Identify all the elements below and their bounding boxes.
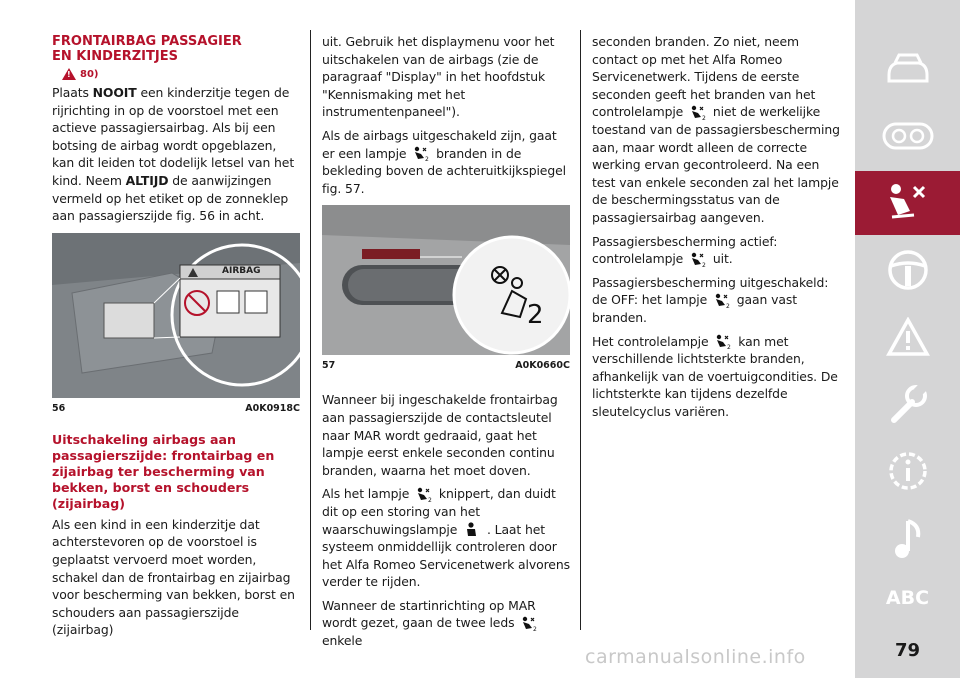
svg-text:2: 2: [533, 625, 537, 632]
nav-index[interactable]: [855, 566, 960, 630]
airbag-seat-icon: [884, 181, 932, 225]
figure-code: A0K0918C: [245, 402, 300, 414]
warning-triangle-icon: [886, 317, 930, 357]
music-note-icon: [888, 515, 928, 561]
passenger-airbag-lamp-icon: [713, 293, 731, 309]
paragraph-mar: Wanneer bij ingeschakelde frontairbag aan passagierszijde de contactsleutel naar MAR wordt gedraaid, gaat het lampje eerst enkele seconden continu branden, waarna het moet doven.: [322, 392, 558, 478]
nav-maintenance[interactable]: [855, 372, 960, 436]
passenger-airbag-lamp-icon: [415, 487, 433, 503]
nav-dashboard[interactable]: [855, 104, 960, 168]
warning-triangle-icon: !: [62, 68, 76, 80]
column-divider-1: [310, 30, 311, 630]
svg-text:2: 2: [428, 496, 432, 503]
warning-reference: [62, 68, 302, 80]
sun-visor-illustration: [52, 233, 300, 398]
passenger-airbag-led-icon: [520, 616, 538, 632]
passenger-airbag-lamp-icon: [689, 105, 707, 121]
svg-text:2: 2: [425, 156, 429, 163]
passenger-airbag-off-lamp-icon: [412, 146, 430, 162]
abc-index-label: ABC: [885, 587, 930, 609]
section-title: FRONTAIRBAG PASSAGIER EN KINDERZITJES: [52, 34, 242, 64]
figure-57-caption: [322, 360, 570, 371]
figure-56-caption: [52, 403, 300, 414]
figure-code: A0K0660C: [515, 360, 570, 372]
disable-paragraph: Als een kind in een kinderzitje dat achterstevoren op de voorstoel is geplaatst vervoerd moet worden, schakel dan de frontairbag en zijairbag voor bescherming van bekken, borst en schouders aan passagierszijde (zijairbag): [52, 516, 295, 638]
warning-reference-number: 80): [80, 68, 99, 80]
nav-technical[interactable]: [855, 439, 960, 503]
steering-wheel-icon: [886, 248, 930, 292]
paragraph-check: seconden branden. Zo niet, neem contact op met het Alfa Romeo Servicenetwerk. Tijdens de eerste seconden geeft het branden van het controlelampje 2 niet de werkelijke toestand van de passagiersbescherming aan, maar wordt alleen de correcte werking ervan gecontroleerd. Na een test van enkele seconden zal het lampje de beschermingsstatus van de passagiersairbag aangeven.: [592, 34, 840, 225]
nav-car[interactable]: [855, 37, 960, 101]
nav-multimedia[interactable]: [855, 506, 960, 570]
paragraph-leds: Wanneer de startinrichting op MAR wordt gezet, gaan de twee leds 2 enkele: [322, 597, 537, 649]
airbag-label-text: AIRBAG: [222, 265, 261, 276]
watermark: carmanualsonline.info: [585, 646, 806, 668]
passenger-airbag-lamp-icon: [689, 252, 707, 268]
chapter-sidebar: [855, 0, 960, 678]
subsection-title: Uitschakeling airbags aan passagierszijde: frontairbag en zijairbag ter bescherming van bekken, borst en schouders (zijairbag): [52, 431, 275, 511]
paragraph-active: Passagiersbescherming actief: controlelampje 2 uit.: [592, 233, 778, 268]
emphasis-altijd: ALTIJD: [125, 172, 169, 188]
rear-view-mirror-illustration: [322, 205, 570, 355]
airbag-lamp-digit: 2: [527, 300, 544, 331]
nav-emergency[interactable]: [855, 305, 960, 369]
dashboard-gauges-icon: [881, 118, 935, 154]
paragraph-blinking: Als het lampje 2 knippert, dan duidt dit op een storing van het waarschuwingslampje . Laat het systeem onmiddellijk controleren door het Alfa Romeo Servicenetwerk alvorens verder te rijden.: [322, 486, 570, 590]
wrench-icon: [886, 382, 930, 426]
figure-number: 56: [52, 402, 66, 414]
warning-lamp-icon: [463, 522, 481, 538]
passenger-airbag-lamp-icon: [714, 334, 732, 350]
svg-text:2: 2: [727, 344, 732, 350]
paragraph-disabled: Passagiersbescherming uitgeschakeld: de OFF: het lampje 2 gaan vast branden.: [592, 274, 829, 325]
column-1: [52, 0, 302, 645]
svg-text:2: 2: [702, 114, 706, 121]
nav-safety[interactable]: [855, 171, 960, 235]
nav-driving[interactable]: [855, 238, 960, 302]
svg-text:2: 2: [725, 302, 730, 309]
figure-56: [52, 233, 300, 398]
figure-number: 57: [322, 360, 336, 372]
emphasis-nooit: NOOIT: [92, 85, 137, 100]
svg-text:2: 2: [702, 261, 706, 268]
column-2: [322, 0, 572, 656]
column-divider-2: [580, 30, 581, 630]
page-number: 79: [894, 640, 921, 661]
figure-57: [322, 205, 570, 355]
intro-paragraph: Plaats NOOIT een kinderzitje tegen de rijrichting in op de voorstoel met een actieve passagiersairbag. Als bij een botsing de airbag wordt opgeblazen, kan dit leiden tot dodelijk letsel van het kind. Neem ALTIJD de aanwijzingen vermeld op het etiket op de zonneklep aan passagierszijde fig. 56 in acht.: [52, 85, 295, 224]
paragraph-lamp-location: Als de airbags uitgeschakeld zijn, gaat er een lampje 2 branden in de bekleding boven de achteruitkijkspiegel fig. 57.: [322, 127, 566, 196]
column-3: [592, 0, 842, 426]
info-gear-icon: [885, 448, 931, 494]
paragraph-brightness: Het controlelampje 2 kan met verschillende lichtsterkte branden, afhankelijk van de voertuigcondities. De lichtsterkte kan tijdens dezelfde sleutelcyclus variëren.: [592, 333, 838, 419]
paragraph-display-menu: uit. Gebruik het displaymenu voor het uitschakelen van de airbags (zie de paragraaf "Display" in het hoofdstuk "Kennismaking met het instrumentenpaneel").: [322, 34, 555, 120]
car-icon: [883, 51, 933, 87]
